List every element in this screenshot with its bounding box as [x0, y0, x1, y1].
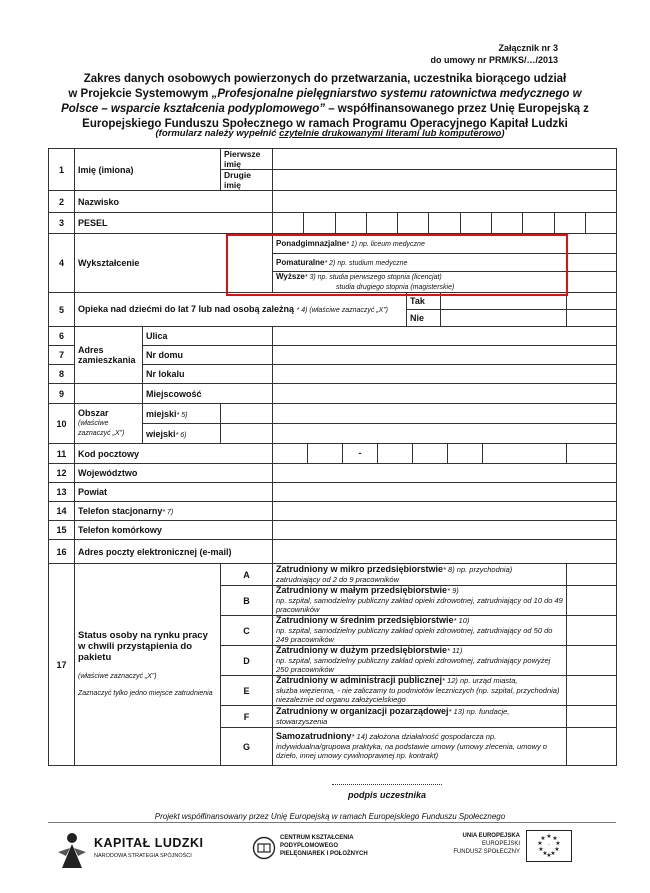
address-group-label: Adres zamieszkania — [75, 327, 143, 384]
voivodeship-label: Województwo — [75, 464, 273, 483]
childcare-yes-label: Tak — [407, 293, 441, 309]
employment-option-letter: G — [221, 728, 273, 766]
area-urban-label: miejski* 5) — [143, 404, 221, 424]
employment-option-letter: E — [221, 676, 273, 706]
svg-text:★: ★ — [546, 833, 552, 840]
county-field[interactable] — [273, 483, 617, 502]
row-number: 2 — [49, 191, 75, 213]
email-label: Adres poczty elektronicznej (e-mail) — [75, 540, 273, 564]
svg-text:·: · — [548, 842, 550, 849]
employment-option-self: Samozatrudniony* 14) założona działalność gospodarcza np. indywidualna/grupowa praktyka, na podstawie umowy (umowy zlecenia, umowy o dzieło, innej umowy cywilnoprawnej np. kontrakt) — [273, 728, 567, 766]
education-highlight — [226, 234, 568, 296]
voivodeship-field[interactable] — [273, 464, 617, 483]
area-urban-checkbox[interactable] — [221, 404, 273, 424]
area-urban-blank — [273, 404, 617, 424]
row-number: 8 — [49, 365, 75, 384]
address-group-spacer — [75, 384, 143, 404]
svg-text:★: ★ — [537, 840, 543, 847]
ckppip-logo: CENTRUM KSZTAŁCENIA PODYPLOMOWEGO PIELĘGNIAREK I POŁOŻNYCH — [252, 830, 382, 868]
first-name-field[interactable] — [273, 149, 617, 170]
postal-code-dash: - — [343, 444, 378, 463]
city-label: Miejscowość — [143, 384, 273, 404]
employment-option-large: Zatrudniony w dużym przedsiębiorstwie* 11) np. szpital, samodzielny publiczny zakład opieki zdrowotnej, zatrudniający powyżej 250 pracowników — [273, 646, 567, 676]
signature-line[interactable] — [332, 784, 442, 785]
agreement-number: do umowy nr PRM/KS/…/2013 — [430, 55, 558, 65]
row-number: 16 — [49, 540, 75, 564]
childcare-no-checkbox[interactable] — [441, 310, 566, 326]
email-field[interactable] — [273, 540, 617, 564]
svg-text:★: ★ — [540, 835, 546, 842]
labour-status-label: Status osoby na rynku pracy w chwili przystąpienia do pakietu (właściwe zaznaczyć „X”) Zaznaczyć tylko jedno miejsce zatrudnienia — [75, 564, 221, 766]
employment-checkbox-ngo[interactable] — [567, 706, 617, 728]
landline-label: Telefon stacjonarny* 7) — [75, 502, 273, 521]
landline-field[interactable] — [273, 502, 617, 521]
employment-option-ngo: Zatrudniony w organizacji pozarządowej* 13) np. fundacje, stowarzyszenia — [273, 706, 567, 728]
second-name-field[interactable] — [273, 170, 617, 191]
education-checkbox-higher[interactable] — [567, 272, 617, 293]
education-option-postsecondary: Pomaturalne* 2) np. studium medyczne — [273, 254, 567, 272]
street-field[interactable] — [273, 327, 617, 346]
form-instruction: (formularz należy wypełnić czytelnie drukowanymi literami lub komputerowo) — [155, 128, 505, 139]
eu-flag-icon — [526, 830, 572, 862]
education-checkbox-secondary[interactable] — [567, 234, 617, 254]
apartment-number-label: Nr lokalu — [143, 365, 273, 384]
employment-option-medium: Zatrudniony w średnim przedsiębiorstwie* 10) np. szpital, samodzielny publiczny zakład opieki zdrowotnej, zatrudniający od 50 do 249 pracowników — [273, 616, 567, 646]
row-number: 5 — [49, 293, 75, 327]
employment-checkbox-large[interactable] — [567, 646, 617, 676]
pesel-field[interactable] — [273, 213, 617, 234]
row-number: 3 — [49, 213, 75, 234]
education-option-higher: Wyższe* 3) np. studia pierwszego stopnia (licencjat) studia drugiego stopnia (magisterskie) — [273, 272, 567, 293]
postal-code-label: Kod pocztowy — [75, 444, 273, 464]
row-number: 9 — [49, 384, 75, 404]
row-number: 1 — [49, 149, 75, 191]
area-label: Obszar (właściwe zaznaczyć „X”) — [75, 404, 143, 444]
childcare-no-row — [407, 310, 567, 327]
county-label: Powiat — [75, 483, 273, 502]
childcare-extra-no — [567, 310, 617, 327]
house-number-field[interactable] — [273, 346, 617, 365]
employment-option-letter: F — [221, 706, 273, 728]
mobile-field[interactable] — [273, 521, 617, 540]
area-rural-checkbox[interactable] — [221, 424, 273, 444]
childcare-label: Opieka nad dziećmi do lat 7 lub nad osobą zależną * 4) (właściwe zaznaczyć „X”) — [75, 293, 407, 327]
street-label: Ulica — [143, 327, 273, 346]
employment-option-letter: C — [221, 616, 273, 646]
surname-field[interactable] — [273, 191, 617, 213]
row-number: 4 — [49, 234, 75, 293]
row-number: 13 — [49, 483, 75, 502]
signature-label: podpis uczestnika — [347, 790, 427, 800]
employment-checkbox-small[interactable] — [567, 586, 617, 616]
svg-text:★: ★ — [538, 846, 544, 853]
employment-checkbox-self[interactable] — [567, 728, 617, 766]
annex-number: Załącznik nr 3 — [498, 43, 558, 53]
row-number: 17 — [49, 564, 75, 766]
education-label: Wykształcenie — [75, 234, 273, 293]
kapital-ludzki-logo: KAPITAŁ LUDZKI NARODOWA STRATEGIA SPÓJNOŚCI — [56, 828, 206, 872]
footer-cofinancing: Projekt współfinansowany przez Unię Europejską w ramach Europejskiego Funduszu Społecznego — [154, 812, 506, 821]
ckppip-icon — [252, 836, 276, 860]
employment-checkbox-medium[interactable] — [567, 616, 617, 646]
postal-code-blank — [567, 444, 617, 464]
employment-option-public-admin: Zatrudniony w administracji publicznej* 12) np. urząd miasta, służba więzienna, - nie zaliczamy tu podmiotów leczniczych (np. szpital, przychodnia) niezależnie od organu założycielskiego — [273, 676, 567, 706]
employment-option-micro: Zatrudniony w mikro przedsiębiorstwie* 8) np. przychodnia) zatrudniający od 2 do 9 pracowników — [273, 564, 567, 586]
employment-checkbox-micro[interactable] — [567, 564, 617, 586]
mobile-label: Telefon komórkowy — [75, 521, 273, 540]
first-name-sublabel: Pierwsze imię — [221, 149, 273, 170]
footer-divider — [48, 822, 616, 823]
education-checkbox-postsecondary[interactable] — [567, 254, 617, 272]
area-rural-label: wiejski* 6) — [143, 424, 221, 444]
svg-text:★: ★ — [546, 852, 552, 859]
pesel-label: PESEL — [75, 213, 273, 234]
city-field[interactable] — [273, 384, 617, 404]
svg-text:★: ★ — [542, 850, 548, 857]
row-number: 10 — [49, 404, 75, 444]
apartment-number-field[interactable] — [273, 365, 617, 384]
svg-text:★: ★ — [550, 850, 556, 857]
employment-option-small: Zatrudniony w małym przedsiębiorstwie* 9) np. szpital, samodzielny publiczny zakład opieki zdrowotnej, zatrudniający od 10 do 49 pracowników — [273, 586, 567, 616]
surname-label: Nazwisko — [75, 191, 273, 213]
document-title: Zakres danych osobowych powierzonych do przetwarzania, uczestnika biorącego udział w Projekcie Systemowym „Profesjonalne pielęgniarstwo systemu ratownictwa medycznego w Polsce – wsparcie kształcenia podyplomowego” – współfinansowanego przez Unię Europejską z Europejskiego Funduszu Społecznego w ramach Programu Operacyjnego Kapitał Ludzki — [61, 73, 589, 130]
employment-checkbox-public-admin[interactable] — [567, 676, 617, 706]
row-number: 6 — [49, 327, 75, 346]
row-number: 11 — [49, 444, 75, 464]
svg-text:★: ★ — [554, 846, 560, 853]
employment-option-letter: A — [221, 564, 273, 586]
area-rural-blank — [273, 424, 617, 444]
house-number-label: Nr domu — [143, 346, 273, 365]
eu-logo: UNIA EUROPEJSKA EUROPEJSKI FUNDUSZ SPOŁECZNY ★ ★ ★ ★ ★ ★ ★ ★ ★ ★ · — [448, 828, 608, 868]
row-number: 12 — [49, 464, 75, 483]
svg-text:★: ★ — [552, 835, 558, 842]
kapital-ludzki-icon — [56, 830, 88, 870]
employment-option-letter: D — [221, 646, 273, 676]
first-name-label: Imię (imiona) — [75, 149, 221, 191]
row-number: 7 — [49, 346, 75, 365]
second-name-sublabel: Drugie imię — [221, 170, 273, 191]
education-option-secondary: Ponadgimnazjalne* 1) np. liceum medyczne — [273, 234, 567, 254]
childcare-no-label: Nie — [407, 310, 441, 326]
employment-option-letter: B — [221, 586, 273, 616]
childcare-extra-yes — [567, 293, 617, 310]
postal-code-field[interactable] — [273, 444, 567, 464]
svg-text:★: ★ — [555, 840, 561, 847]
row-number: 15 — [49, 521, 75, 540]
row-number: 14 — [49, 502, 75, 521]
